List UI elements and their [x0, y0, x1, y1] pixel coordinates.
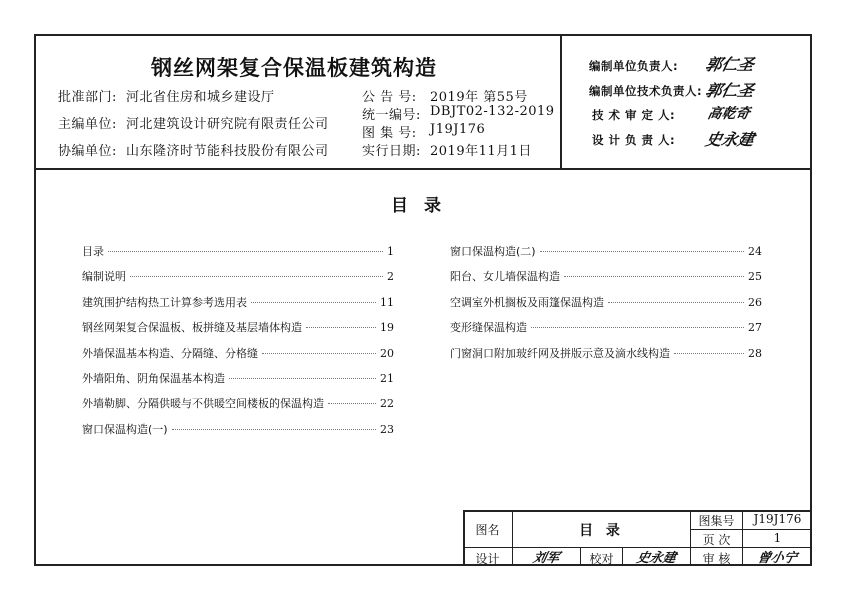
tb-design-label: 设计: [475, 552, 500, 566]
toc-leader: [608, 302, 744, 303]
tb-check-label: 校对: [589, 552, 614, 566]
toc-entry: [450, 294, 762, 310]
header-bottom-line: [34, 168, 812, 170]
toc-heading: 目录: [391, 196, 457, 216]
toc-entry-page: 26: [748, 296, 762, 309]
toc-leader: [306, 327, 376, 328]
toc-entry-label: 窗口保温构造(二): [450, 245, 536, 258]
toc-entry-page: 28: [748, 347, 762, 360]
toc-leader: [540, 251, 744, 252]
editor-label: 主编单位:: [58, 117, 117, 132]
toc-entry-label: 目录: [82, 245, 104, 258]
signature-tech-approver: 高乾奇: [706, 106, 752, 122]
toc-entry-label: 钢丝网架复合保温板、板拼缝及基层墙体构造: [82, 321, 302, 334]
tb-atlas-label: 图集号: [698, 514, 735, 528]
atlas-no-value: J19J176: [430, 122, 486, 137]
toc-entry: [82, 268, 394, 284]
role-label-tech-approver: 技 术 审 定 人:: [592, 108, 676, 122]
approval-value: 河北省住房和城乡建设厅: [126, 90, 275, 105]
tb-review-label: 审 核: [702, 552, 731, 566]
atlas-no-label: 图 集 号:: [362, 126, 417, 141]
toc-entry-page: 22: [380, 397, 394, 410]
toc-leader: [674, 353, 744, 354]
role-label-unit-head: 编制单位负责人:: [589, 59, 679, 73]
tb-review-signature: 曾小宁: [755, 551, 799, 566]
toc-entry-label: 外墙勒脚、分隔供暖与不供暖空间楼板的保温构造: [82, 397, 324, 410]
toc-entry-label: 变形缝保温构造: [450, 321, 527, 334]
toc-entry-label: 窗口保温构造(一): [82, 423, 168, 436]
toc-entry-page: 2: [387, 270, 394, 283]
tb-page-value: 1: [773, 531, 782, 545]
toc-leader: [130, 276, 383, 277]
toc-leader: [108, 251, 383, 252]
role-label-tech-head: 编制单位技术负责人:: [589, 84, 703, 98]
toc-entry-label: 外墙保温基本构造、分隔缝、分格缝: [82, 347, 258, 360]
toc-entry: [82, 294, 394, 310]
toc-entry-page: 19: [380, 321, 394, 334]
unified-no-label: 统一编号:: [362, 108, 421, 123]
tb-page-label: 页 次: [702, 533, 731, 547]
toc-entry: [82, 319, 394, 335]
toc-entry: [450, 345, 762, 361]
notice-value: 2019年 第55号: [430, 90, 528, 105]
toc-entry-label: 编制说明: [82, 270, 126, 283]
toc-entry-label: 建筑围护结构热工计算参考选用表: [82, 296, 247, 309]
toc-entry-page: 1: [387, 245, 394, 258]
toc-entry-page: 20: [380, 347, 394, 360]
effective-value: 2019年11月1日: [430, 144, 532, 159]
signature-design-head: 史永建: [703, 130, 756, 149]
toc-entry: [82, 345, 394, 361]
notice-label: 公 告 号:: [362, 90, 417, 105]
toc-entry: [450, 268, 762, 284]
page-title: 钢丝网架复合保温板建筑构造: [151, 56, 437, 80]
toc-entry: [450, 319, 762, 335]
toc-entry-page: 27: [748, 321, 762, 334]
unified-no-value: DBJT02-132-2019: [430, 104, 555, 119]
toc-entry: [450, 243, 762, 259]
toc-entry: [82, 395, 394, 411]
toc-leader: [262, 353, 376, 354]
toc-leader: [564, 276, 744, 277]
editor-value: 河北建筑设计研究院有限责任公司: [126, 117, 329, 132]
toc-entry: [82, 421, 394, 437]
toc-entry-label: 门窗洞口附加玻纤网及拼版示意及滴水线构造: [450, 347, 670, 360]
effective-label: 实行日期:: [362, 144, 421, 159]
tb-check-signature: 史永建: [634, 551, 678, 566]
role-label-design-head: 设 计 负 责 人:: [592, 133, 676, 147]
toc-leader: [251, 302, 376, 303]
toc-entry-page: 23: [380, 423, 394, 436]
toc-entry-page: 24: [748, 245, 762, 258]
toc-leader: [172, 429, 376, 430]
toc-leader: [229, 378, 376, 379]
title-block-row-line-right: [690, 529, 812, 530]
tb-design-signature: 刘军: [531, 551, 561, 566]
signature-tech-head: 郭仁圣: [703, 81, 756, 100]
signature-unit-head: 郭仁圣: [703, 55, 756, 74]
toc-entry-page: 11: [380, 296, 394, 309]
toc-entry-page: 21: [380, 372, 394, 385]
toc-entry-page: 25: [748, 270, 762, 283]
toc-leader: [531, 327, 744, 328]
toc-entry: [82, 243, 394, 259]
toc-leader: [328, 403, 376, 404]
header-divider: [560, 34, 562, 169]
toc-entry-label: 空调室外机搁板及雨篷保温构造: [450, 296, 604, 309]
toc-entry: [82, 370, 394, 386]
tb-atlas-value: J19J176: [753, 512, 802, 526]
toc-entry-label: 阳台、女儿墙保温构造: [450, 270, 560, 283]
tb-name-label: 图名: [475, 523, 500, 537]
approval-label: 批准部门:: [58, 90, 117, 105]
co-editor-value: 山东隆济时节能科技股份有限公司: [126, 144, 329, 159]
tb-name-value: 目 录: [579, 523, 624, 539]
toc-entry-label: 外墙阳角、阴角保温基本构造: [82, 372, 225, 385]
co-editor-label: 协编单位:: [58, 144, 117, 159]
